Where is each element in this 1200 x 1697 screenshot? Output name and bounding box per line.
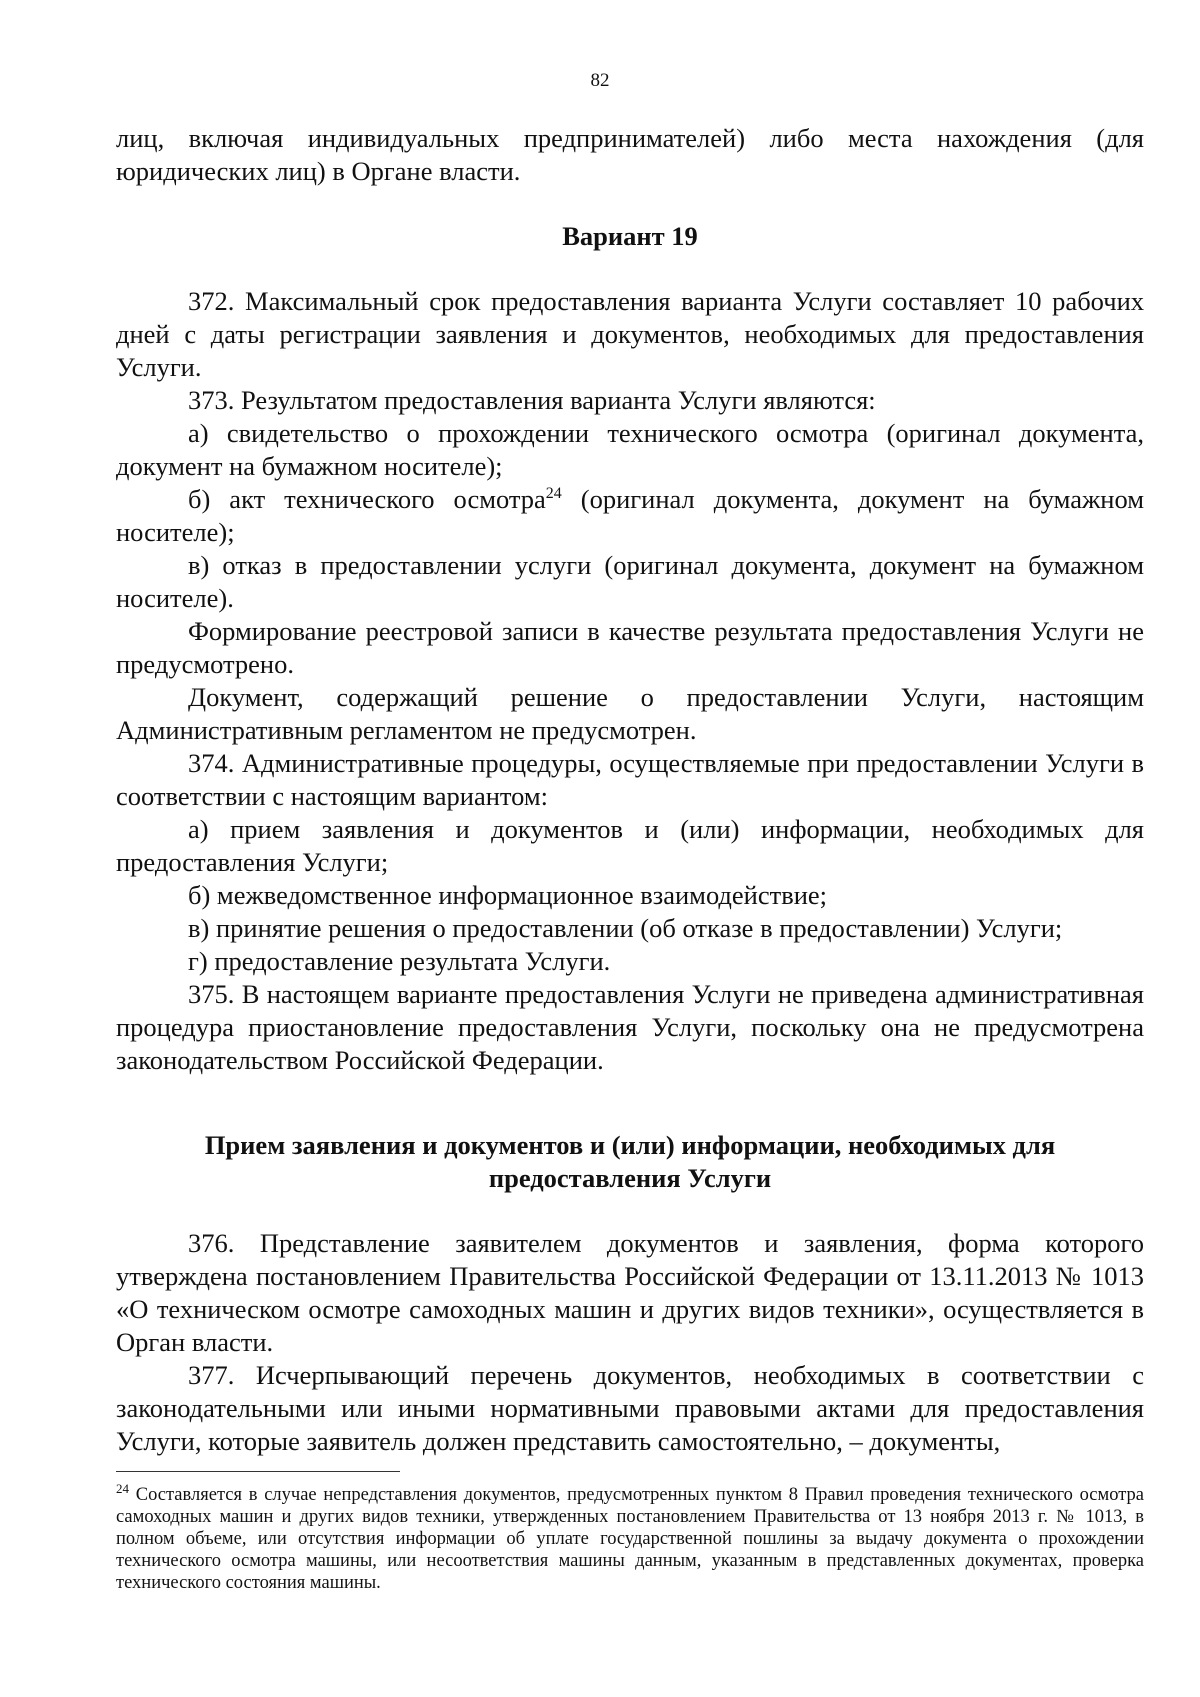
paragraph-377: 377. Исчерпывающий перечень документов, необходимых в соответствии с законодательными или иными нормативными правовыми актами для предоставления Услуги, которые заявитель должен представить самостоятельно, – документы, — [116, 1360, 1144, 1456]
footnote-divider — [116, 1471, 400, 1472]
main-text — [116, 122, 1144, 1458]
paragraph-continuation: лиц, включая индивидуальных предпринимателей) либо места нахождения (для юридических лиц) в Органе власти. — [116, 123, 1144, 186]
paragraph-document: Документ, содержащий решение о предоставлении Услуги, настоящим Административным регламентом не предусмотрен. — [116, 682, 1144, 745]
paragraph-373-a: а) свидетельство о прохождении технического осмотра (оригинал документа, документ на бумажном носителе); — [116, 418, 1144, 481]
paragraph-373-b — [116, 483, 1144, 549]
paragraph-374-a: а) прием заявления и документов и (или) информации, необходимых для предоставления Услуги; — [116, 814, 1144, 877]
footnote-number: 24 — [116, 1480, 129, 1496]
paragraph-374-d: г) предоставление результата Услуги. — [188, 946, 611, 976]
paragraph-376: 376. Представление заявителем документов и заявления, форма которого утверждена постановлением Правительства Российской Федерации от 13.11.2013 № 1013 «О техническом осмотре самоходных машин и других видов техники», осуществляется в Орган власти. — [116, 1228, 1144, 1357]
paragraph-373-b-end: (оригинал документа, документ на бумажном носителе); — [116, 484, 1144, 547]
paragraph-373-b-start: б) акт технического осмотра — [188, 484, 546, 514]
paragraph-registry: Формирование реестровой записи в качестве результата предоставления Услуги не предусмотрено. — [116, 616, 1144, 679]
variant-heading: Вариант 19 — [562, 221, 698, 251]
footnote — [116, 1480, 1144, 1594]
paragraph-374-b: б) межведомственное информационное взаимодействие; — [188, 880, 828, 910]
page-number: 82 — [590, 70, 610, 91]
footnote-text: Составляется в случае непредставления документов, предусмотренных пунктом 8 Правил проведения технического осмотра самоходных машин и других видов техники, утвержденных постановлением Правительства от 13 ноября 2013 г. № 1013, в полном объеме, или отсутствия информации об уплате государственной пошлины за выдачу документа о прохождении технического осмотра машины, или несоответствия машины данным, указанным в представленных документах, проверка технического состояния машины. — [116, 1485, 1144, 1593]
paragraph-374: 374. Административные процедуры, осуществляемые при предоставлении Услуги в соответствии с настоящим вариантом: — [116, 748, 1144, 811]
paragraph-372: 372. Максимальный срок предоставления варианта Услуги составляет 10 рабочих дней с даты регистрации заявления и документов, необходимых для предоставления Услуги. — [116, 286, 1144, 382]
footnote-reference[interactable]: 24 — [545, 485, 562, 503]
paragraph-375: 375. В настоящем варианте предоставления Услуги не приведена административная процедура приостановление предоставления Услуги, поскольку она не предусмотрена законодательством Российской Федерации. — [116, 979, 1144, 1075]
section-heading: Прием заявления и документов и (или) информации, необходимых для предоставления Услуги — [204, 1130, 1056, 1193]
paragraph-373: 373. Результатом предоставления варианта Услуги являются: — [188, 385, 876, 415]
paragraph-373-c: в) отказ в предоставлении услуги (оригинал документа, документ на бумажном носителе). — [116, 550, 1144, 613]
paragraph-374-c: в) принятие решения о предоставлении (об отказе в предоставлении) Услуги; — [188, 913, 1063, 943]
